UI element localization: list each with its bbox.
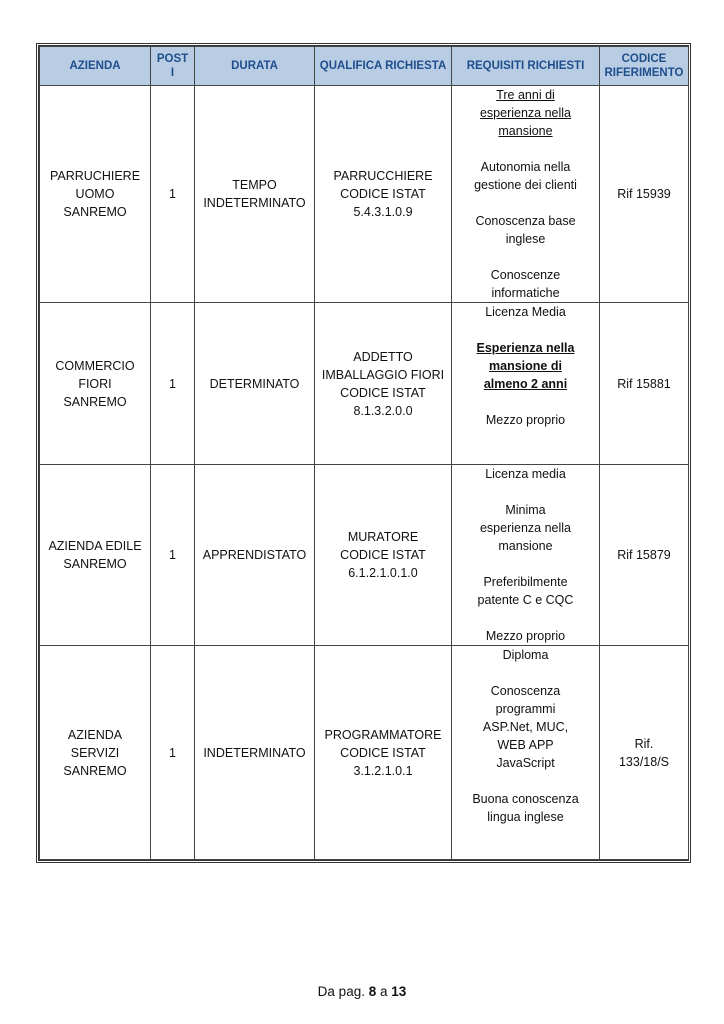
qualifica-cell: ADDETTO IMBALLAGGIO FIORI CODICE ISTAT 8.1.3.2.0.0	[315, 303, 452, 465]
azienda-cell: AZIENDA SERVIZI SANREMO	[40, 646, 151, 860]
header-requisiti: REQUISITI RICHIESTI	[452, 47, 600, 86]
table-row	[40, 465, 689, 646]
posti-cell: 1	[151, 465, 195, 646]
durata-cell: INDETERMINATO	[195, 646, 315, 860]
table-row	[40, 86, 689, 303]
page-footer	[0, 984, 724, 999]
durata-cell: TEMPO INDETERMINATO	[195, 86, 315, 303]
codice-cell: Rif 15939	[600, 86, 689, 303]
table-row	[40, 303, 689, 465]
qualifica-cell: MURATORE CODICE ISTAT 6.1.2.1.0.1.0	[315, 465, 452, 646]
requisiti-cell: Licenza media Minima esperienza nella mansione Preferibilmente patente C e CQC Mezzo proprio	[452, 465, 600, 646]
footer-total: 13	[391, 984, 407, 999]
durata-cell: DETERMINATO	[195, 303, 315, 465]
azienda-cell: COMMERCIO FIORI SANREMO	[40, 303, 151, 465]
job-offers-table	[39, 46, 689, 860]
footer-sep: a	[380, 984, 388, 999]
table-row	[40, 646, 689, 860]
azienda-cell: AZIENDA EDILE SANREMO	[40, 465, 151, 646]
qualifica-cell: PROGRAMMATORE CODICE ISTAT 3.1.2.1.0.1	[315, 646, 452, 860]
codice-cell: Rif 15879	[600, 465, 689, 646]
qualifica-cell: PARRUCCHIERE CODICE ISTAT 5.4.3.1.0.9	[315, 86, 452, 303]
posti-cell: 1	[151, 303, 195, 465]
header-durata: DURATA	[195, 47, 315, 86]
azienda-cell: PARRUCHIERE UOMO SANREMO	[40, 86, 151, 303]
requisiti-cell: Tre anni di esperienza nella mansione Autonomia nella gestione dei clienti Conoscenza base inglese Conoscenze informatiche	[452, 86, 600, 303]
posti-cell: 1	[151, 646, 195, 860]
header-row	[40, 47, 689, 86]
durata-cell: APPRENDISTATO	[195, 465, 315, 646]
requisiti-cell: Diploma Conoscenza programmi ASP.Net, MUC, WEB APP JavaScript Buona conoscenza lingua inglese	[452, 646, 600, 860]
requisiti-cell: Licenza Media Esperienza nella mansione di almeno 2 anni Mezzo proprio	[452, 303, 600, 465]
header-codice: CODICE RIFERIMENTO	[600, 47, 689, 86]
header-qualifica: QUALIFICA RICHIESTA	[315, 47, 452, 86]
job-offers-table-frame	[36, 43, 691, 863]
codice-cell: Rif. 133/18/S	[600, 646, 689, 860]
codice-cell: Rif 15881	[600, 303, 689, 465]
posti-cell: 1	[151, 86, 195, 303]
footer-page: 8	[368, 984, 377, 999]
header-azienda: AZIENDA	[40, 47, 151, 86]
footer-prefix: Da pag.	[317, 984, 365, 999]
header-posti: POST I	[151, 47, 195, 86]
